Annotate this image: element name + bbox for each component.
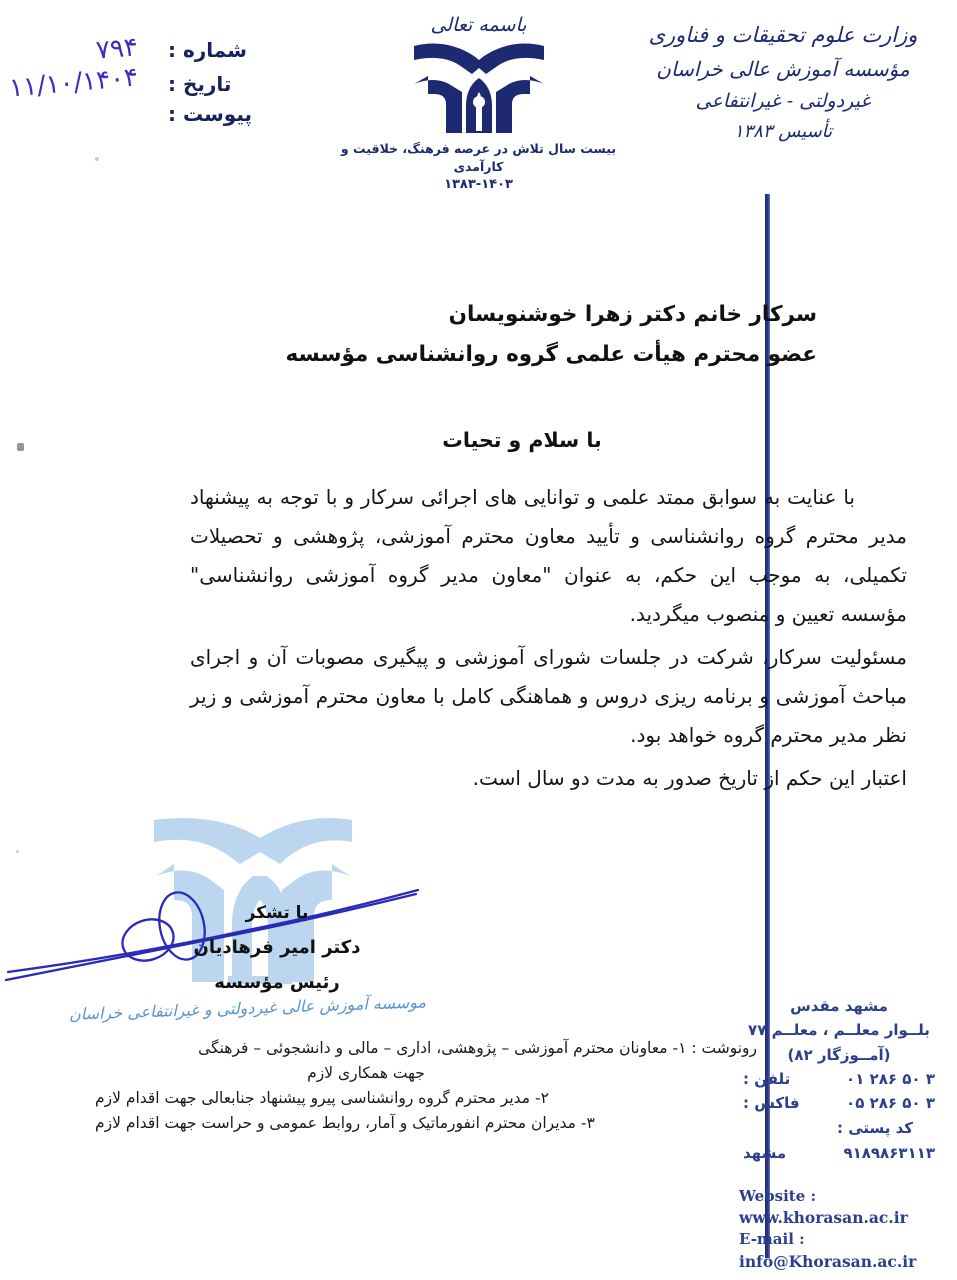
web-contact-block bbox=[727, 1186, 939, 1273]
addressee-name: سرکار خانم دکتر زهرا خوشنویسان bbox=[448, 302, 817, 327]
letter-body bbox=[190, 478, 907, 802]
cc-item-1 bbox=[95, 1036, 757, 1061]
signature-block bbox=[68, 812, 458, 1052]
anniversary-slogan bbox=[329, 140, 629, 195]
greeting-line: با سلام و تحیات bbox=[442, 428, 602, 452]
ministry-line-4: تأسیس ۱۳۸۳ bbox=[733, 120, 833, 142]
signature-thanks: با تشکر bbox=[245, 903, 309, 923]
contact-address-2: (آمــوزگار ۸۲) bbox=[787, 1045, 891, 1064]
cc-distribution-list bbox=[95, 1036, 757, 1136]
attachment-label: پیوست : bbox=[168, 102, 253, 126]
stamp-caption: موسسه آموزش عالی غیردولتی و غیرانتفاعی خراسان bbox=[68, 992, 427, 1024]
contact-city: مشهد مقدس bbox=[790, 997, 888, 1015]
scan-artifact bbox=[16, 850, 19, 853]
website-label: Website : bbox=[739, 1187, 817, 1205]
basmala-text: باسمه تعالی bbox=[430, 14, 527, 36]
ministry-line-1: وزارت علوم تحقیقات و فناوری bbox=[648, 23, 918, 47]
khorasan-institute-logo-icon bbox=[404, 32, 554, 137]
fax-value: ۳ ۵۰ ۲۸۶ ۰۵ bbox=[846, 1094, 935, 1113]
field-row-date bbox=[7, 62, 260, 104]
cc-item-2: ۲- مدیر محترم گروه روانشناسی پیرو پیشنهاد جنابعالی جهت اقدام لازم bbox=[95, 1089, 549, 1108]
postal-code-label: کد پستی : bbox=[836, 1119, 913, 1138]
contact-fax-row bbox=[739, 1091, 939, 1115]
addressee-title: عضو محترم هیأت علمی گروه روانشناسی مؤسسه bbox=[285, 341, 817, 367]
phone-value: ۳ ۵۰ ۲۸۶ ۰۱ bbox=[846, 1069, 935, 1088]
body-paragraph-1: با عنایت به سوابق ممتد علمی و توانایی های اجرائی سرکار و با توجه به پیشنهاد مدیر محترم گروه روانشناسی و تأیید معاون محترم آموزشی، پژوهشی و تحصیلات تکمیلی، به موجب این حکم، به عنوان "معاون مدیر گروه آموزشی روانشناسی" مؤسسه تعیین و منصوب میگردید. bbox=[190, 485, 907, 626]
body-paragraph-2: مسئولیت سرکار، شرکت در جلسات شورای آموزشی و پیگیری مصوبات آن و اجرای مباحث آموزشی و برنامه ریزی دروس و هماهنگی کامل با معاون محترم آموزشی و زیر نظر مدیر محترم گروه خواهد بود. bbox=[190, 645, 907, 747]
header-reference-fields bbox=[9, 34, 260, 136]
phone-label: تلفن : bbox=[743, 1069, 791, 1088]
field-row-attachment bbox=[9, 102, 260, 136]
addressee-block bbox=[227, 295, 817, 375]
contact-address: بلــوار معلــم ، معلــم ۷۷ bbox=[748, 1021, 930, 1040]
number-value: ۷۹۴ bbox=[94, 32, 140, 66]
body-paragraph-3: اعتبار این حکم از تاریخ صدور به مدت دو سال است. bbox=[472, 766, 907, 790]
scan-artifact bbox=[95, 157, 99, 161]
fax-label: فاکس : bbox=[743, 1094, 800, 1113]
contact-phone-row bbox=[739, 1067, 939, 1091]
cc-label: رونوشت : bbox=[691, 1039, 757, 1057]
cc-item-1-sub: جهت همکاری لازم bbox=[307, 1064, 425, 1083]
slogan-years: ۱۳۸۳-۱۴۰۳ bbox=[444, 177, 513, 193]
signatory-name: دکتر امیر فرهادیان bbox=[193, 937, 361, 959]
contact-info-block bbox=[739, 994, 939, 1165]
ministry-header bbox=[633, 18, 933, 147]
email-label: E-mail : bbox=[739, 1230, 805, 1249]
email-address[interactable]: info@Khorasan.ac.ir bbox=[739, 1251, 917, 1271]
number-label: شماره : bbox=[168, 38, 247, 62]
institution-logo-block bbox=[329, 14, 629, 195]
scan-artifact bbox=[17, 443, 24, 451]
postal-code-value: ۹۱۸۹۸۶۳۱۱۳ bbox=[843, 1143, 935, 1162]
signature-text-lines bbox=[118, 897, 436, 1000]
signatory-title: رئیس مؤسسه bbox=[214, 972, 340, 994]
cc-item-1-text: ۱- معاونان محترم آموزشی – پژوهشی، اداری – مالی و دانشجوئی – فرهنگی bbox=[198, 1039, 687, 1057]
date-value: ۱۱/۱۰/۱۴۰۴ bbox=[7, 62, 140, 104]
ministry-line-2: مؤسسه آموزش عالی خراسان bbox=[656, 56, 910, 81]
slogan-line: بیست سال تلاش در عرصه فرهنگ، خلاقیت و کارآمدی bbox=[340, 141, 617, 175]
date-label: تاریخ : bbox=[168, 72, 232, 96]
cc-item-3: ۳- مدیران محترم انفورماتیک و آمار، روابط عمومی و حراست جهت اقدام لازم bbox=[95, 1114, 595, 1133]
website-url[interactable]: www.khorasan.ac.ir bbox=[739, 1208, 908, 1228]
postal-code-row bbox=[739, 1141, 939, 1165]
postal-city: مشهد bbox=[743, 1143, 787, 1162]
ministry-line-3: غیردولتی - غیرانتفاعی bbox=[695, 89, 871, 112]
